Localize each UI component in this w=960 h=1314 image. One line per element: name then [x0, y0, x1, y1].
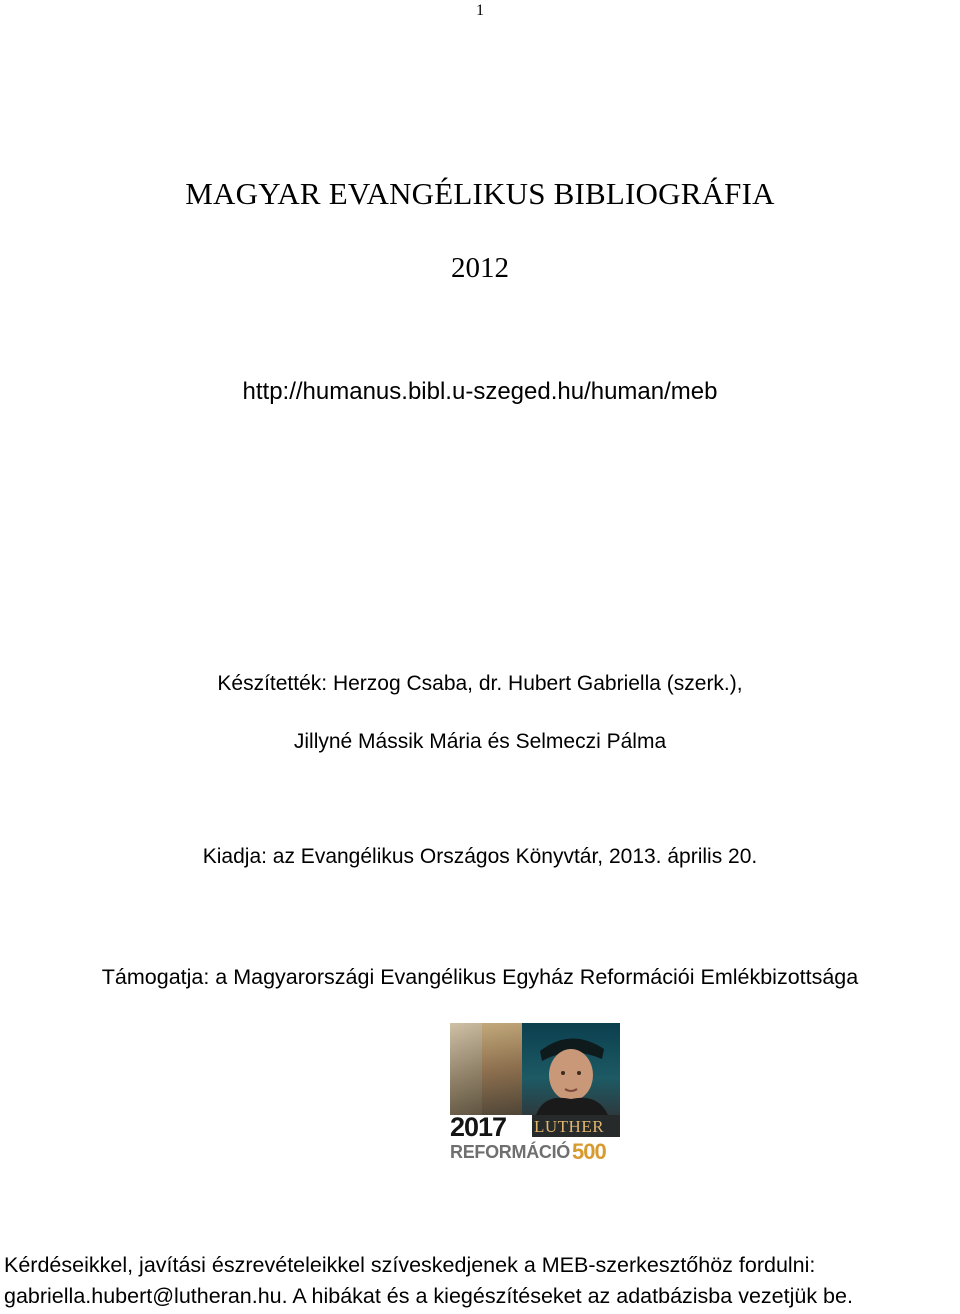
sponsor: Támogatja: a Magyarországi Evangélikus Egyház Reformációi Emlékbizottsága — [101, 965, 859, 989]
luther-portraits-image — [450, 1023, 620, 1115]
document-title: MAGYAR EVANGÉLIKUS BIBLIOGRÁFIA — [185, 176, 775, 211]
contact-line-1: Kérdéseikkel, javítási észrevételeikkel szíveskedjenek a MEB-szerkesztőhöz fordulni: — [4, 1253, 816, 1277]
contact-line-2: gabriella.hubert@lutheran.hu. A hibákat és a kiegészítéseket az adatbázisba vezetjük be. — [4, 1284, 853, 1308]
logo-year: 2017 — [450, 1112, 507, 1142]
portrait-faded-2 — [482, 1023, 526, 1115]
website-url[interactable]: http://humanus.bibl.u-szeged.hu/human/meb — [242, 378, 718, 405]
co-authors: Jillyné Mássik Mária és Selmeczi Pálma — [293, 730, 667, 753]
portrait-luther — [522, 1023, 620, 1115]
publisher: Kiadja: az Evangélikus Országos Könyvtár, 2013. április 20. — [202, 845, 758, 868]
document-year: 2012 — [451, 252, 509, 284]
logo-luther: LUTHER — [534, 1117, 605, 1136]
page-number: 1 — [476, 2, 484, 19]
logo-500: 500 — [572, 1139, 606, 1164]
prepared-by: Készítették: Herzog Csaba, dr. Hubert Gabriella (szerk.), — [217, 672, 743, 695]
luther-2017-logo — [450, 1023, 622, 1168]
logo-reformacio: REFORMÁCIÓ — [450, 1142, 570, 1162]
